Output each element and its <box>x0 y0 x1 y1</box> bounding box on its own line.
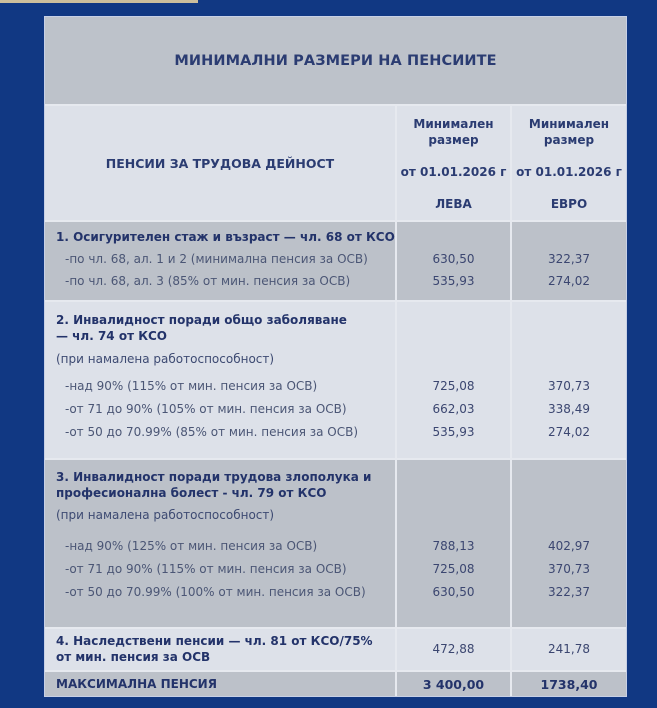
section-1-item-2-eur: 274,02 <box>548 274 590 288</box>
section-3-note: (при намалена работоспособност) <box>56 508 275 522</box>
pensions-table <box>44 16 627 697</box>
header-lev-date: от 01.01.2026 г <box>400 165 507 179</box>
header-eur-date: от 01.01.2026 г <box>516 165 622 179</box>
section-3-item-2-label: -от 71 до 90% (115% от мин. пенсия за ОСВ) <box>65 562 347 576</box>
section-2-title: 2. Инвалидност поради общо заболяване — чл. 74 от КСО <box>56 313 347 343</box>
section-2-item-2-eur: 338,49 <box>548 402 590 416</box>
section-3-item-2-lev: 725,08 <box>432 562 475 576</box>
section-2-note: (при намалена работоспособност) <box>56 352 275 366</box>
section-3-item-3-eur: 322,37 <box>548 585 590 599</box>
header-eur-cell <box>510 106 626 220</box>
section-1-item-2-lev: 535,93 <box>432 274 475 288</box>
section-2-row <box>45 300 626 458</box>
section-1-row <box>45 220 626 300</box>
max-pension-row <box>45 670 626 696</box>
header-eur-line1: Минимален <box>528 117 610 131</box>
section-2-item-3-lev: 535,93 <box>432 425 475 439</box>
header-main-cell <box>45 106 395 220</box>
section-2-item-3-label: -от 50 до 70.99% (85% от мин. пенсия за ОСВ) <box>65 425 359 439</box>
section-3-item-3-lev: 630,50 <box>432 585 475 599</box>
section-1-title: 1. Осигурителен стаж и възраст — чл. 68 от КСО <box>56 230 395 244</box>
section-3-item-1-lev: 788,13 <box>432 539 475 553</box>
section-1-item-1-label: -по чл. 68, ал. 1 и 2 (минимална пенсия за ОСВ) <box>65 252 368 266</box>
top-edge-strip <box>0 0 198 3</box>
header-main-label: ПЕНСИИ ЗА ТРУДОВА ДЕЙНОСТ <box>105 155 335 171</box>
section-4-eur: 241,78 <box>548 642 590 656</box>
section-2-item-3-eur: 274,02 <box>548 425 590 439</box>
header-lev-cell <box>395 106 510 220</box>
section-2-item-1-label: -над 90% (115% от мин. пенсия за ОСВ) <box>65 379 318 393</box>
section-1-item-1-eur: 322,37 <box>548 252 590 266</box>
section-3-item-1-label: -над 90% (125% от мин. пенсия за ОСВ) <box>65 539 318 553</box>
header-eur-currency: ЕВРО <box>550 197 588 211</box>
header-lev-line2: размер <box>428 133 479 147</box>
header-lev-line1: Минимален <box>413 117 494 131</box>
section-4-lev: 472,88 <box>432 642 475 656</box>
header-row <box>45 104 626 220</box>
section-3-row <box>45 458 626 627</box>
section-3-title: 3. Инвалидност поради трудова злополука и професионална болест - чл. 79 от КСО <box>56 470 372 500</box>
section-2-item-1-lev: 725,08 <box>432 379 475 393</box>
section-4-title: 4. Наследствени пенсии — чл. 81 от КСО/75% от мин. пенсия за ОСВ <box>56 634 373 664</box>
section-1-item-1-lev: 630,50 <box>432 252 475 266</box>
max-pension-eur: 1738,40 <box>540 677 598 692</box>
section-3-item-1-eur: 402,97 <box>548 539 590 553</box>
section-2-item-1-eur: 370,73 <box>548 379 590 393</box>
header-lev-currency: ЛЕВА <box>435 197 472 211</box>
section-2-item-2-lev: 662,03 <box>432 402 475 416</box>
max-pension-label: МАКСИМАЛНА ПЕНСИЯ <box>56 677 217 691</box>
section-1-item-2-label: -по чл. 68, ал. 3 (85% от мин. пенсия за ОСВ) <box>65 274 351 288</box>
section-2-item-2-label: -от 71 до 90% (105% от мин. пенсия за ОСВ) <box>65 402 347 416</box>
max-pension-lev: 3 400,00 <box>422 677 485 692</box>
header-eur-line2: размер <box>543 133 595 147</box>
section-4-row <box>45 627 626 670</box>
section-3-item-2-eur: 370,73 <box>548 562 590 576</box>
section-3-item-3-label: -от 50 до 70.99% (100% от мин. пенсия за ОСВ) <box>65 585 366 599</box>
table-title: МИНИМАЛНИ РАЗМЕРИ НА ПЕНСИИТЕ <box>45 17 626 104</box>
